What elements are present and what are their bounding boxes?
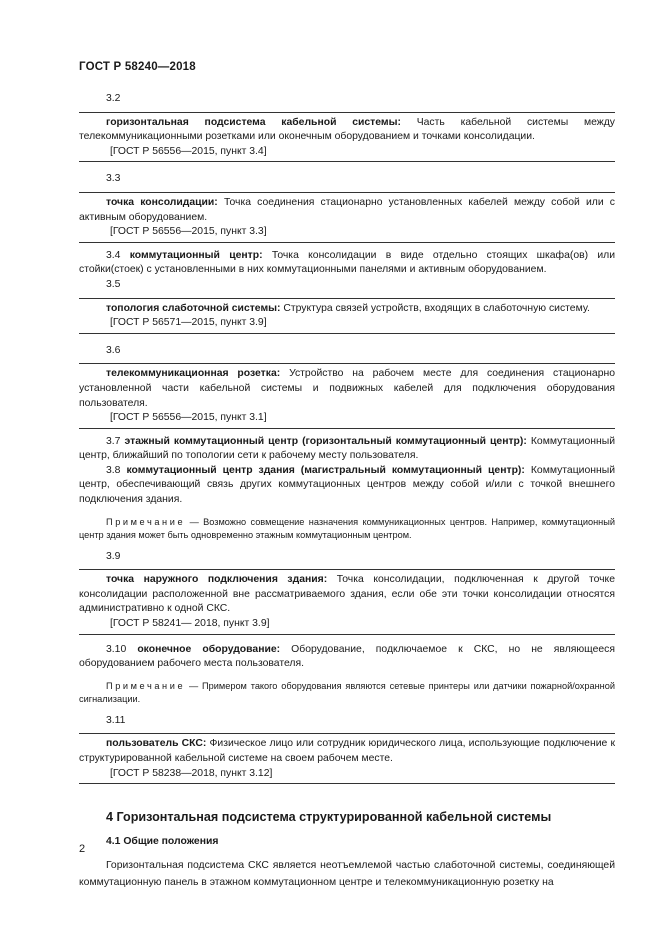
term-box: [79, 112, 615, 163]
note: [79, 680, 615, 706]
subsection-heading: 4.1 Общие положения: [106, 835, 219, 847]
term-source: [ГОСТ Р 58241— 2018, пункт 3.9]: [110, 618, 270, 630]
term-box: [79, 733, 615, 784]
term-number: 3.10: [106, 643, 127, 655]
term-definition: Коммутационный центр, обеспечивающий связь других коммутационных центров между собой и/или с точкой внешнего подключения здания.: [79, 464, 615, 506]
term-number: 3.5: [106, 278, 121, 290]
term-source: [ГОСТ Р 56556—2015, пункт 3.1]: [110, 412, 267, 424]
term-definition: Устройство на рабочем месте для соединения стационарно установленной части кабельной системы и подвижных кабелей для подключения оборудования пользователя.: [79, 368, 615, 409]
term-number: 3.7: [106, 435, 121, 447]
term-definition: Точка соединения стационарно установленных кабелей между собой или с активным оборудованием.: [79, 196, 615, 223]
term-number: 3.3: [106, 173, 121, 185]
section-heading: 4 Горизонтальная подсистема структурированной кабельной системы: [106, 810, 552, 825]
term-paragraph: [79, 643, 615, 672]
term-source: [ГОСТ Р 56571—2015, пункт 3.9]: [110, 317, 267, 329]
note-label: Примечание: [106, 516, 186, 527]
term-source: [ГОСТ Р 56556—2015, пункт 3.3]: [110, 226, 267, 238]
term-number: 3.11: [106, 714, 126, 726]
note-text: — Возможно совмещение назначения коммуникационных центров. Например, коммутационный центр здания может быть одновременно этажным коммутационным центром.: [79, 516, 615, 540]
document-header: ГОСТ Р 58240—2018: [79, 61, 196, 73]
term-number: 3.6: [106, 344, 121, 356]
term-name: горизонтальная подсистема кабельной системы:: [106, 116, 401, 128]
term-name: коммутационный центр здания (магистральный коммутационный центр):: [126, 464, 525, 476]
term-name: точка консолидации:: [106, 196, 218, 208]
document-body: [79, 92, 615, 891]
term-source: [ГОСТ Р 56556—2015, пункт 3.4]: [110, 145, 267, 157]
term-source: [ГОСТ Р 58238—2018, пункт 3.12]: [110, 767, 273, 779]
term-box: [79, 569, 615, 634]
term-number: 3.8: [106, 464, 121, 476]
term-definition: Структура связей устройств, входящих в слаботочную систему.: [283, 302, 590, 314]
term-definition: Точка консолидации, подключенная к другой точке консолидации расположенной вне рассматриваемого здания, если обе эти точки консолидации относятся административно к одной СКС.: [79, 574, 615, 615]
term-number: 3.9: [106, 550, 121, 562]
term-definition: Физическое лицо или сотрудник юридического лица, использующие подключение к структурированной кабельной системе на своем рабочем месте.: [79, 738, 615, 764]
term-box: [79, 298, 615, 334]
term-name: топология слаботочной системы:: [106, 302, 281, 314]
note-label: Примечание: [106, 680, 186, 691]
page-number: 2: [79, 843, 86, 855]
term-box: [79, 363, 615, 428]
term-definition: Коммутационный центр, ближайший по топологии сети к рабочему месту пользователя.: [79, 435, 616, 462]
term-number: 3.4: [106, 249, 121, 261]
note: [79, 516, 615, 542]
term-name: коммутационный центр:: [129, 249, 263, 261]
term-name: пользователь СКС:: [106, 738, 207, 750]
term-paragraph: [79, 249, 615, 278]
body-paragraph: Горизонтальная подсистема СКС является неотъемлемой частью слаботочной системы, соединяющей коммутационную панель в этажном коммутационном центре и телекоммуникационную розетку на: [79, 860, 615, 889]
term-paragraph: [79, 435, 615, 464]
term-paragraph: [79, 464, 615, 508]
term-name: этажный коммутационный центр (горизонтальный коммутационный центр):: [124, 435, 527, 447]
term-definition: Точка консолидации в виде отдельно стоящих шкафа(ов) или стойки(стоек) с установленными в них коммутационными панелями и активным оборудованием.: [79, 249, 616, 276]
note-text: — Примером такого оборудования являются сетевые принтеры или датчики пожарной/охранной сигнализации.: [79, 680, 615, 704]
term-number: 3.2: [106, 93, 121, 104]
term-name: точка наружного подключения здания:: [106, 574, 328, 586]
term-name: оконечное оборудование:: [137, 643, 281, 655]
term-definition: Часть кабельной системы между телекоммуникационными розетками или оконечным оборудованием и точками консолидации.: [79, 116, 615, 143]
term-name: телекоммуникационная розетка:: [106, 368, 281, 380]
term-definition: Оборудование, подключаемое к СКС, но не являющееся оборудованием рабочего места пользователя.: [79, 643, 615, 670]
term-box: [79, 192, 615, 243]
